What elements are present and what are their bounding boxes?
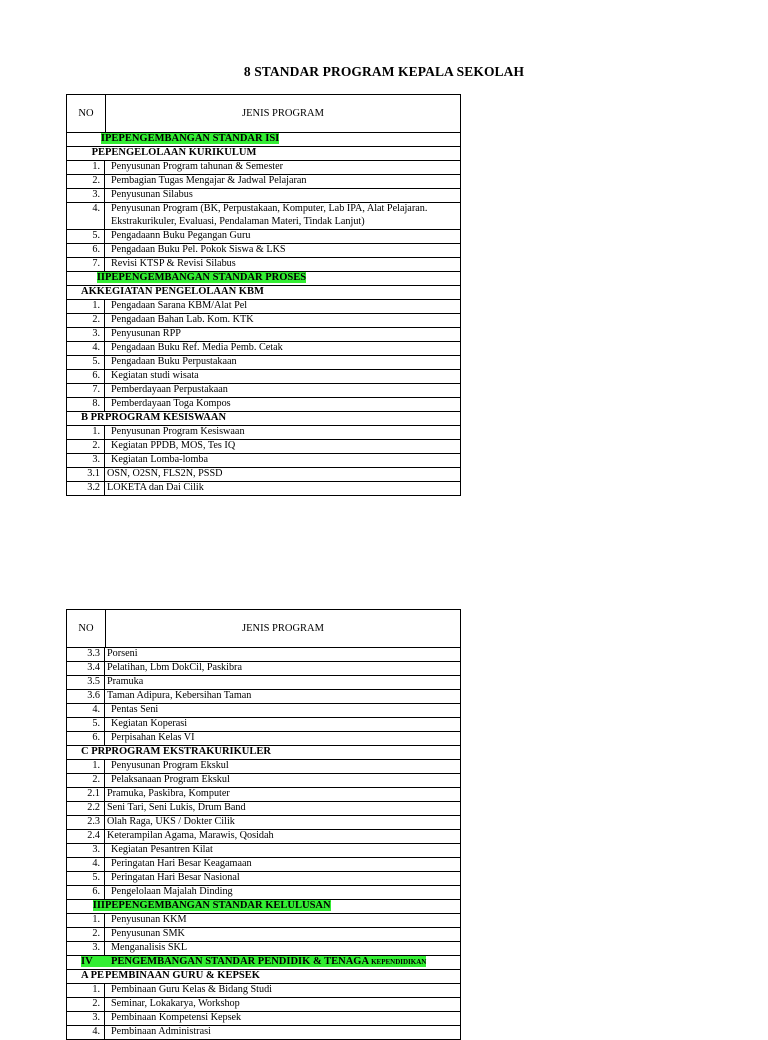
- table-row: [67, 872, 460, 886]
- row-program: Pengelolaan Majalah Dinding: [111, 886, 233, 897]
- table-row: [67, 760, 460, 774]
- row-no: PE: [91, 147, 105, 158]
- table-row: [67, 648, 460, 662]
- header-program: JENIS PROGRAM: [242, 108, 324, 119]
- row-program: Pembagian Tugas Mengajar & Jadwal Pelajaran: [111, 175, 307, 186]
- table-row: [67, 175, 460, 189]
- subsection-row: [67, 147, 460, 161]
- row-program: Pramuka, Paskibra, Komputer: [107, 788, 230, 799]
- table-row: [67, 300, 460, 314]
- row-program: Pelaksanaan Program Ekskul: [111, 774, 230, 785]
- row-no: 5.: [67, 718, 105, 731]
- section-row: [67, 956, 460, 970]
- row-program: Kegiatan PPDB, MOS, Tes IQ: [111, 440, 236, 451]
- row-program: Taman Adipura, Kebersihan Taman: [107, 690, 252, 701]
- table-row: [67, 858, 460, 872]
- row-no: AKK: [81, 286, 105, 297]
- row-no: 7.: [67, 384, 105, 397]
- row-no: 5.: [67, 230, 105, 243]
- table-row: [67, 984, 460, 998]
- table-row: [67, 258, 460, 272]
- table-row: [67, 662, 460, 676]
- row-no: 6.: [67, 732, 105, 745]
- row-no: 2.: [67, 774, 105, 787]
- program-table-1: [66, 94, 461, 496]
- table-row: [67, 356, 460, 370]
- table-row: [67, 1026, 460, 1039]
- table-row: [67, 676, 460, 690]
- row-program: Pelatihan, Lbm DokCil, Paskibra: [107, 662, 242, 673]
- row-program: Kegiatan Lomba-lomba: [111, 454, 209, 465]
- row-no: 2.: [67, 928, 105, 941]
- row-no: 3.3: [67, 648, 105, 661]
- row-no: 3.: [67, 942, 105, 955]
- row-program: Perpisahan Kelas VI: [111, 732, 195, 743]
- table-row: [67, 830, 460, 844]
- row-program: Penyusunan Silabus: [111, 189, 193, 200]
- row-program: Pengadaan Buku Perpustakaan: [111, 356, 237, 367]
- row-no: 1.: [67, 300, 105, 313]
- subsection-row: [67, 412, 460, 426]
- table-row: [67, 384, 460, 398]
- row-program: Pramuka: [107, 676, 144, 687]
- row-no: B PR: [81, 412, 105, 423]
- row-no: 1.: [67, 984, 105, 997]
- row-program: Penyusunan Program Kesiswaan: [111, 426, 245, 437]
- row-no: 3.1: [67, 468, 105, 481]
- row-program: Penyusunan SMK: [111, 928, 185, 939]
- table-row: [67, 314, 460, 328]
- row-program: PENGELOLAAN KURIKULUM: [105, 147, 257, 158]
- table-row: [67, 161, 460, 175]
- row-no: 3.2: [67, 482, 105, 495]
- row-no: 5.: [67, 872, 105, 885]
- row-no: IV: [67, 956, 105, 969]
- table-row: [67, 189, 460, 203]
- row-program: Kegiatan Pesantren Kilat: [111, 844, 213, 855]
- row-program: LOKETA dan Dai Cilik: [107, 482, 204, 493]
- row-no: 3.: [67, 328, 105, 341]
- row-no: 2.2: [67, 802, 105, 815]
- row-program: Pengadaan Bahan Lab. Kom. KTK: [111, 314, 254, 325]
- row-program: Seni Tari, Seni Lukis, Drum Band: [107, 802, 246, 813]
- row-no: C PR: [81, 746, 106, 757]
- row-program: EGIATAN PENGELOLAAN KBM: [105, 286, 264, 297]
- row-program: Porseni: [107, 648, 138, 659]
- row-no: 4.: [67, 704, 105, 717]
- row-no: 1.: [67, 426, 105, 439]
- row-no: III: [92, 900, 105, 911]
- table-row: [67, 914, 460, 928]
- table-row: [67, 690, 460, 704]
- row-no: 1.: [67, 914, 105, 927]
- row-program: Penyusunan RPP: [111, 328, 181, 339]
- row-no: 3.: [67, 1012, 105, 1025]
- row-program: Menganalisis SKL: [111, 942, 188, 953]
- row-program: PROGRAM EKSTRAKURIKULER: [105, 746, 271, 757]
- section-row: [67, 900, 460, 914]
- row-no: 1.: [67, 760, 105, 773]
- row-program: OSN, O2SN, FLS2N, PSSD: [107, 468, 223, 479]
- table-row: [67, 342, 460, 356]
- row-program: Olah Raga, UKS / Dokter Cilik: [107, 816, 235, 827]
- row-program: Peringatan Hari Besar Keagamaan: [111, 858, 252, 869]
- row-no: 4.: [67, 858, 105, 871]
- header-program: JENIS PROGRAM: [242, 623, 324, 634]
- row-program: Pengadaann Buku Pegangan Guru: [111, 230, 251, 241]
- row-program: Pemberdayaan Toga Kompos: [111, 398, 231, 409]
- row-no: 2.3: [67, 816, 105, 829]
- row-no: 4.: [67, 342, 105, 355]
- table-row: [67, 203, 460, 230]
- row-program: Kegiatan studi wisata: [111, 370, 199, 381]
- subsection-row: [67, 746, 460, 760]
- row-program: Penyusunan Program (BK, Perpustakaan, Komputer, Lab IPA, Alat Pelajaran. Ekstrakurikuler, Evaluasi, Pendalaman Materi, Tindak Lanjut): [111, 203, 428, 227]
- row-program: Pembinaan Administrasi: [111, 1026, 211, 1037]
- table-row: [67, 244, 460, 258]
- table-row: [67, 844, 460, 858]
- row-program: Pembinaan Kompetensi Kepsek: [111, 1012, 242, 1023]
- table-row: [67, 704, 460, 718]
- table-header: [67, 610, 460, 648]
- table-row: [67, 426, 460, 440]
- subsection-row: [67, 970, 460, 984]
- header-no: NO: [67, 95, 106, 132]
- row-program: Pemberdayaan Perpustakaan: [111, 384, 228, 395]
- row-no: 2.: [67, 175, 105, 188]
- table-row: [67, 788, 460, 802]
- table-row: [67, 440, 460, 454]
- row-program: Pengadaan Sarana KBM/Alat Pel: [111, 300, 248, 311]
- row-no: 2.4: [67, 830, 105, 843]
- table-row: [67, 718, 460, 732]
- row-no: 2.1: [67, 788, 105, 801]
- row-program: Pengadaan Buku Ref. Media Pemb. Cetak: [111, 342, 283, 353]
- header-no: NO: [67, 610, 106, 647]
- row-no: 3.6: [67, 690, 105, 703]
- table-row: [67, 468, 460, 482]
- row-program: Seminar, Lokakarya, Workshop: [111, 998, 240, 1009]
- table-row: [67, 942, 460, 956]
- row-program: Kegiatan Koperasi: [111, 718, 188, 729]
- table-row: [67, 998, 460, 1012]
- row-program: Penyusunan KKM: [111, 914, 187, 925]
- section-row: [67, 133, 460, 147]
- row-program: Keterampilan Agama, Marawis, Qosidah: [107, 830, 274, 841]
- table-row: [67, 802, 460, 816]
- row-no: 7.: [67, 258, 105, 271]
- row-program: PEPENGEMBANGAN STANDAR KELULUSAN: [105, 900, 331, 911]
- row-no: 6.: [67, 244, 105, 257]
- row-program: Peringatan Hari Besar Nasional: [111, 872, 240, 883]
- row-program: PEPENGEMBANGAN STANDAR ISI: [105, 133, 280, 144]
- row-no: 2.: [67, 998, 105, 1011]
- table-row: [67, 886, 460, 900]
- row-program: PROGRAM KESISWAAN: [105, 412, 227, 423]
- row-no: 6.: [67, 886, 105, 899]
- row-program: Penyusunan Program tahunan & Semester: [111, 161, 284, 172]
- table-row: [67, 482, 460, 495]
- row-no: 3.: [67, 844, 105, 857]
- program-table-2: [66, 609, 461, 1040]
- subsection-row: [67, 286, 460, 300]
- page-title: 8 STANDAR PROGRAM KEPALA SEKOLAH: [243, 64, 525, 79]
- row-no: 4.: [67, 1026, 105, 1039]
- section-row: [67, 272, 460, 286]
- row-program: Pengadaan Buku Pel. Pokok Siswa & LKS: [111, 244, 286, 255]
- row-no: A PE: [81, 970, 105, 981]
- row-no: 8.: [67, 398, 105, 411]
- table-row: [67, 328, 460, 342]
- row-program: PEPENGEMBANGAN STANDAR PROSES: [105, 272, 307, 283]
- row-no: 3.: [67, 454, 105, 467]
- row-program: Pembinaan Guru Kelas & Bidang Studi: [111, 984, 273, 995]
- table-row: [67, 370, 460, 384]
- row-no: II: [96, 272, 105, 283]
- row-no: I: [100, 133, 105, 144]
- table-row: [67, 816, 460, 830]
- table-row: [67, 230, 460, 244]
- row-no: 4.: [67, 203, 105, 229]
- table-header: [67, 95, 460, 133]
- row-no: 3.5: [67, 676, 105, 689]
- row-no: 2.: [67, 314, 105, 327]
- row-no: 5.: [67, 356, 105, 369]
- row-program: Pentas Seni: [111, 704, 159, 715]
- row-program: Penyusunan Program Ekskul: [111, 760, 229, 771]
- table-row: [67, 928, 460, 942]
- table-row: [67, 398, 460, 412]
- row-program: PEMBINAAN GURU & KEPSEK: [105, 970, 260, 981]
- table-row: [67, 732, 460, 746]
- row-no: 2.: [67, 440, 105, 453]
- row-program: PENGEMBANGAN STANDAR PENDIDIK & TENAGA KEPENDIDIKAN: [105, 956, 460, 969]
- row-no: 6.: [67, 370, 105, 383]
- row-no: 1.: [67, 161, 105, 174]
- table-row: [67, 774, 460, 788]
- row-no: 3.: [67, 189, 105, 202]
- row-program: Revisi KTSP & Revisi Silabus: [111, 258, 236, 269]
- table-row: [67, 454, 460, 468]
- row-no: 3.4: [67, 662, 105, 675]
